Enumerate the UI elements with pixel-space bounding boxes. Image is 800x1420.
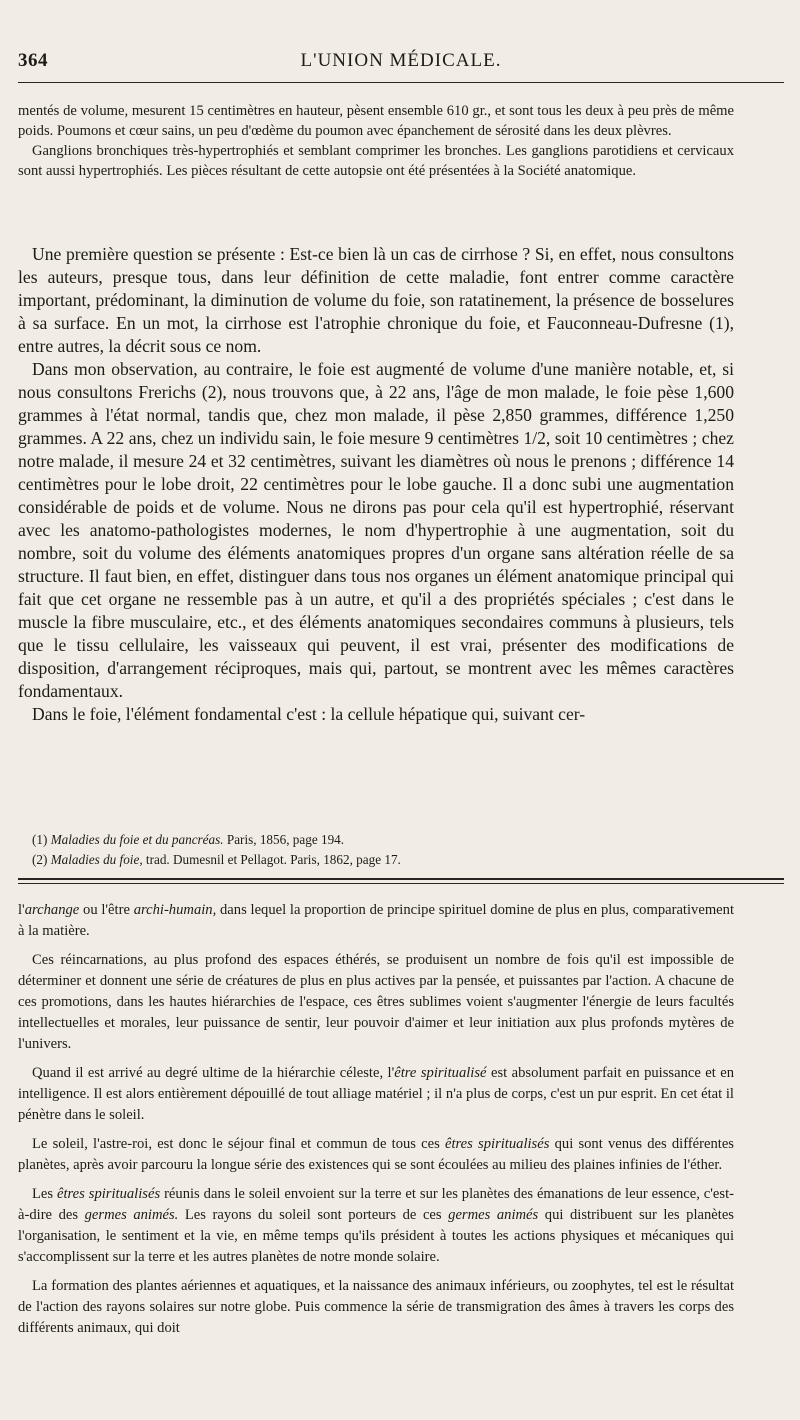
running-title: L'UNION MÉDICALE. — [300, 50, 502, 71]
text-fragment: dans lequel la proportion de principe spirituel domine de plus en plus, comparativement à la matière. — [18, 902, 734, 939]
footnote-title: Maladies du foie et du pancréas. — [50, 832, 224, 847]
autopsy-section — [18, 101, 734, 181]
footnote-text: trad. Dumesnil et Pellagot. Paris, 1862, page 17. — [142, 852, 401, 867]
paragraph: Dans mon observation, au contraire, le foie est augmenté de volume d'une manière notable, et, si nous consultons Frerichs (2), nous trouvons que, à 22 ans, l'âge de mon malade, le foie pèse 1,600 grammes à l'état normal, tandis que, chez mon malade, il pèse 2,850 grammes, différence 1,250 grammes. A 22 ans, chez un individu sain, le foie mesure 9 centimètres 1/2, soit 10 centimètres ; chez notre malade, il mesure 24 et 32 centimètres, suivant les diamètres où nous le prenons ; différence 14 centimètres pour le lobe droit, 22 centimètres pour le lobe gauche. Il a donc subi une augmentation considérable de poids et de volume. Nous ne dirons pas pour cela qu'il est hypertrophié, réservant avec les anatomo-pathologistes modernes, le nom d'hypertrophie à une augmentation, soit du nombre, soit du volume des éléments anatomiques propres d'un organe sans altération réelle de sa structure. Il faut bien, en effet, distinguer dans tous nos organes un élément anatomique principal qui fait que cet organe ne ressemble pas à un autre, et qu'il a des propriétés spéciales ; c'est dans le muscle la fibre musculaire, etc., et des éléments anatomiques secondaires communs à plusieurs, tels que le tissu cellulaire, les vaisseaux qui peuvent, il est vrai, présenter des modifications de disposition, d'arrangement réciproques, mais qui, partout, se montrent avec les mêmes caractères fondamentaux. — [18, 359, 734, 701]
footnote-text: Paris, 1856, page 194. — [223, 832, 345, 847]
paragraph — [18, 1063, 734, 1126]
footnote-1 — [18, 830, 734, 850]
italic-term: êtres spiritualisés — [445, 1136, 550, 1152]
text-fragment: Le soleil, l'astre-roi, est donc le séjour final et commun de tous ces — [32, 1136, 446, 1152]
italic-term: être spiritualisé — [394, 1065, 487, 1081]
paragraph: Ganglions bronchiques très-hypertrophiés et semblant comprimer les bronches. Les ganglions parotidiens et cervicaux sont aussi hypertrophiés. Les pièces résultant de cette autopsie ont été présentées à la Société anatomique. — [18, 143, 734, 179]
text-fragment: est absolument parfait en puissance et en intelligence. Il est alors entièrement dépouillé de tout alliage matériel ; il n'a plus de corps, c'est un pur esprit. En cet état il pénètre dans le soleil. — [18, 1065, 735, 1123]
text-fragment: Les rayons du soleil sont porteurs de ces — [178, 1207, 449, 1223]
text-fragment: Quand il est arrivé au degré ultime de la hiérarchie céleste, l' — [32, 1065, 395, 1081]
text-fragment: qui sont venus des différentes planètes, après avoir parcouru la longue série des existences qui se sont écoulées au milieu des plaines infinies de l'éther. — [18, 1136, 734, 1173]
paragraph: Une première question se présente : Est-ce bien là un cas de cirrhose ? Si, en effet, nous consultons les auteurs, presque tous, dans leur définition de cette maladie, font entrer comme caractère important, prédominant, la diminution de volume du foie, son ratatinement, la présence de bosselures à sa surface. En un mot, la cirrhose est l'atrophie chronique du foie, et Fauconneau-Dufresne (1), entre autres, la décrit sous ce nom. — [18, 244, 734, 356]
footnote-marker: (2) — [32, 852, 48, 867]
page-header — [18, 50, 784, 80]
footnote-title: Maladies du foie, — [50, 852, 143, 867]
paragraph: La formation des plantes aériennes et aquatiques, et la naissance des animaux inférieurs, ou zoophytes, tel est le résultat de l'action des rayons solaires sur notre globe. Puis commence la série de transmigration des âmes à travers les corps des différents animaux, qui doit — [18, 1278, 734, 1336]
italic-term: archange — [24, 902, 80, 918]
footnotes — [18, 830, 734, 870]
footnote-marker: (1) — [32, 832, 48, 847]
paragraph — [18, 1184, 734, 1268]
italic-term: germes animés — [448, 1207, 539, 1223]
feuilleton-section — [18, 900, 734, 1339]
paragraph: Dans le foie, l'élément fondamental c'est : la cellule hépatique qui, suivant cer- — [32, 704, 586, 724]
header-rule — [18, 82, 784, 83]
paragraph: l'archange ou l'être archi-humain, dans lequel la proportion de principe spirituel domine de plus en plus, comparativement à la matière. — [18, 902, 734, 939]
section-divider — [18, 883, 784, 884]
italic-term: archi-humain, — [133, 902, 217, 918]
italic-term: êtres spiritualisés — [57, 1186, 161, 1202]
text-fragment: ou l'être — [79, 902, 134, 918]
text-fragment: réunis dans le soleil envoient sur la terre et sur les planètes des émanations de leur essence, c'est-à-dire des — [18, 1186, 734, 1223]
paragraph: mentés de volume, mesurent 15 centimètres en hauteur, pèsent ensemble 610 gr., et sont tous les deux à peu près de même poids. Poumons et cœur sains, un peu d'œdème du poumon avec épanchement de sérosité dans les deux plèvres. — [18, 103, 734, 139]
text-fragment: Les — [32, 1186, 58, 1202]
italic-term: germes animés. — [84, 1207, 179, 1223]
paragraph: Ces réincarnations, au plus profond des espaces éthérés, se produisent un nombre de fois qu'il est impossible de déterminer et donnent une série de créatures de plus en plus actives par la pensée, et puissantes par l'action. A chacune de ces promotions, dans les hautes hiérarchies de l'espace, ces êtres sublimes voient s'augmenter l'énergie de leurs facultés intellectuelles et morales, leur puissance de sentir, leur pouvoir d'aimer et leur initiation aux plus profonds mytères de l'univers. — [18, 952, 734, 1052]
text-fragment: qui distribuent sur les planètes l'organisation, le sentiment et la vie, en même temps qu'ils président à toutes les actions physiques et mécaniques qui s'accomplissent sur la terre et les autres planètes de notre monde solaire. — [18, 1207, 734, 1265]
footnote-2 — [18, 850, 734, 870]
page-number: 364 — [18, 50, 48, 71]
discussion-section — [18, 243, 734, 726]
section-divider — [18, 878, 784, 880]
paragraph — [18, 1134, 734, 1176]
